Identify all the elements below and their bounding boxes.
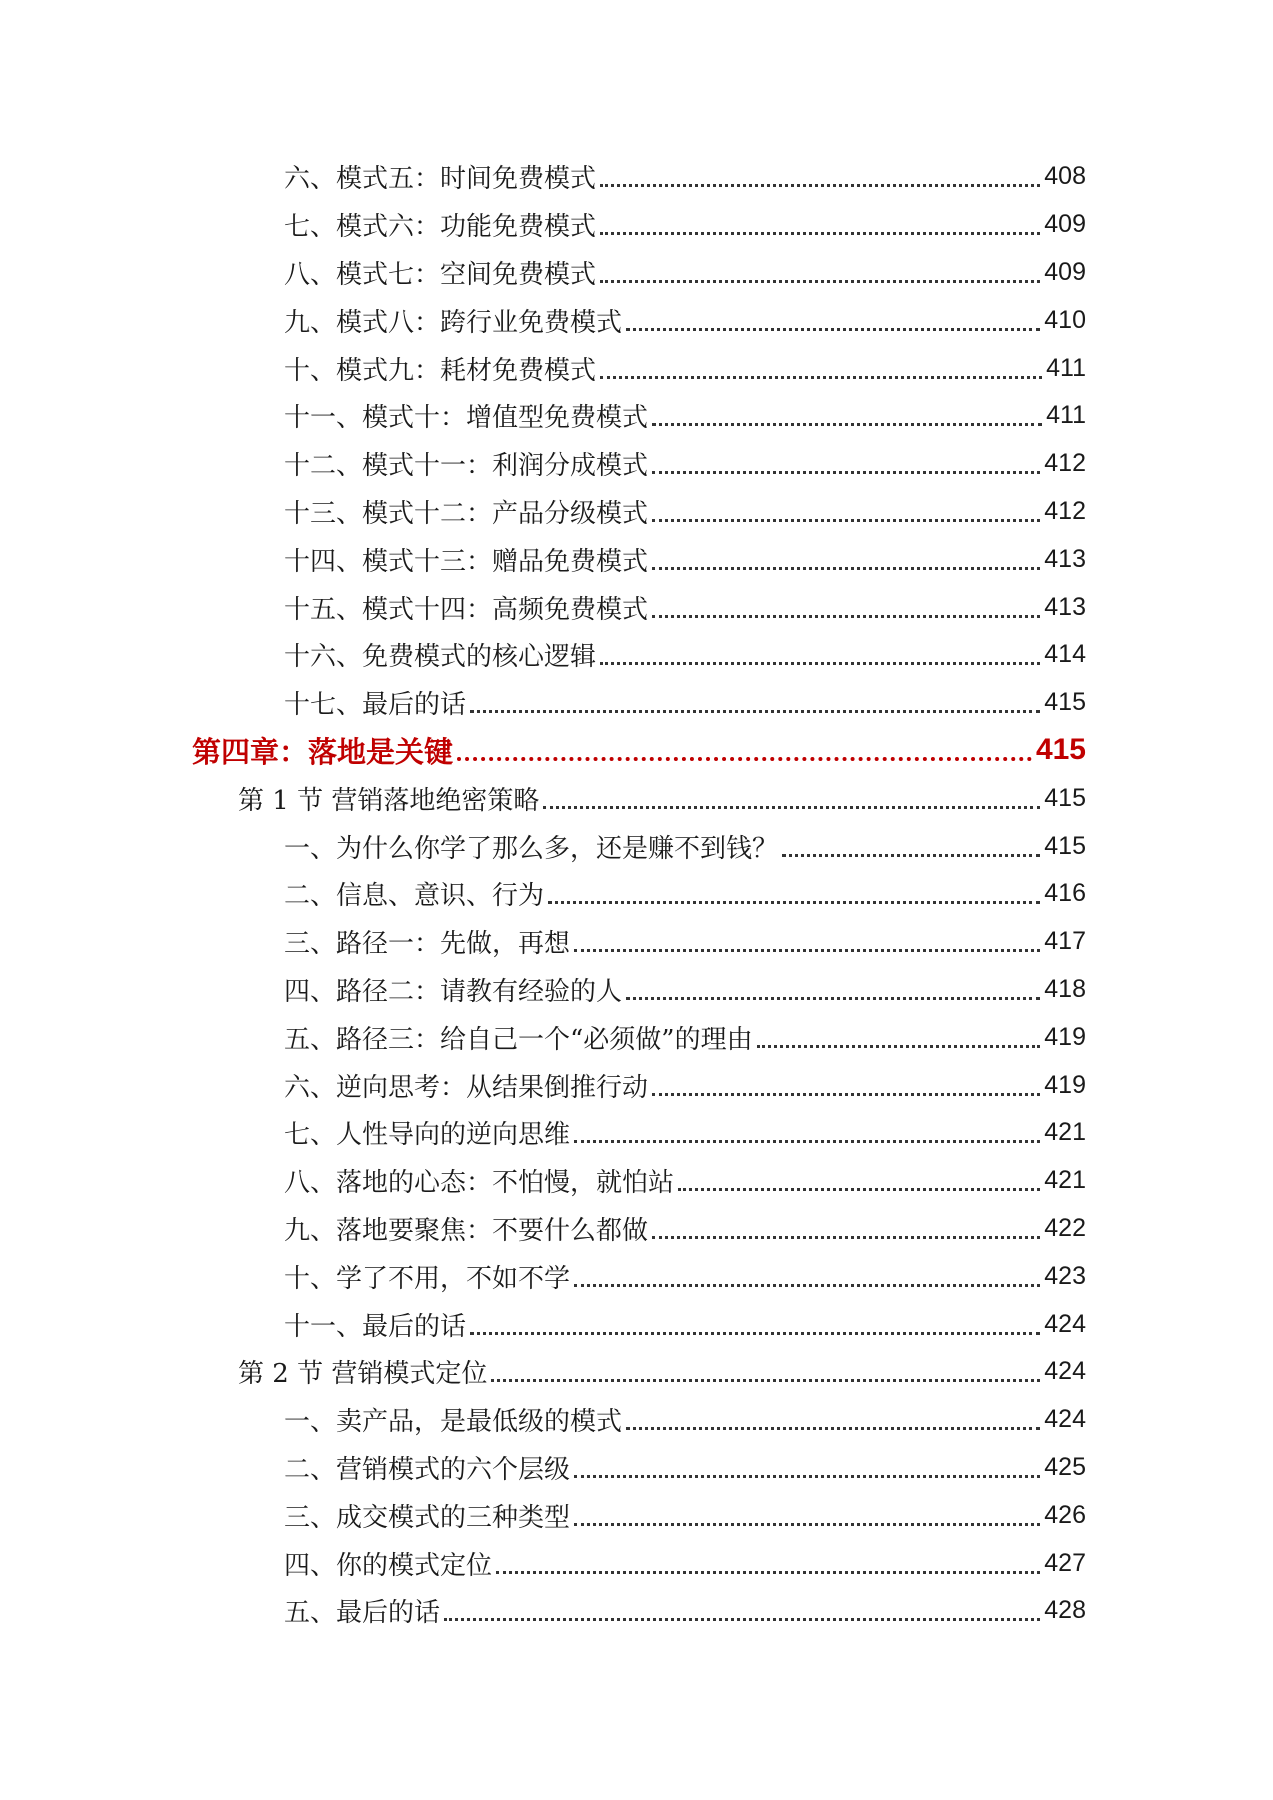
toc-item-row[interactable] — [0, 488, 1273, 536]
dot-leader — [470, 1332, 1040, 1335]
toc-entry-title: 第四章：落地是关键 — [192, 734, 454, 769]
toc-page-number: 410 — [1044, 305, 1086, 334]
toc-page-number: 425 — [1044, 1452, 1086, 1481]
toc-entry-title: 十一、最后的话 — [284, 1311, 467, 1342]
toc-page-number: 423 — [1044, 1261, 1086, 1290]
toc-item-row[interactable] — [0, 1491, 1273, 1539]
toc-item-row[interactable] — [0, 344, 1273, 392]
toc-entry-title: 三、成交模式的三种类型 — [284, 1502, 571, 1533]
toc-page-number: 412 — [1044, 496, 1086, 525]
toc-entry-title: 十一、模式十：增值型免费模式 — [284, 403, 649, 434]
toc-page-number: 424 — [1044, 1357, 1086, 1386]
dot-leader — [626, 328, 1040, 331]
toc-page-number: 409 — [1044, 257, 1086, 286]
toc-entry-title: 四、你的模式定位 — [284, 1550, 493, 1581]
dot-leader — [457, 757, 1032, 761]
dot-leader — [600, 280, 1040, 283]
dot-leader — [600, 184, 1040, 187]
toc-page-number: 426 — [1044, 1500, 1086, 1529]
toc-item-row[interactable] — [0, 201, 1273, 249]
toc-item-row[interactable] — [0, 153, 1273, 201]
dot-leader — [652, 1236, 1040, 1239]
toc-page-number: 422 — [1044, 1213, 1086, 1242]
toc-page-number: 411 — [1046, 401, 1086, 430]
toc-entry-title: 第 1 节 营销落地绝密策略 — [238, 785, 540, 816]
dot-leader — [574, 1284, 1040, 1287]
toc-entry-title: 五、路径三：给自己一个“必须做”的理由 — [284, 1024, 753, 1055]
toc-item-row[interactable] — [0, 918, 1273, 966]
toc-entry-title: 十四、模式十三：赠品免费模式 — [284, 546, 649, 577]
toc-page-number: 428 — [1044, 1596, 1086, 1625]
toc-page-number: 413 — [1044, 544, 1086, 573]
toc-page-number: 424 — [1044, 1309, 1086, 1338]
toc-entry-title: 六、逆向思考：从结果倒推行动 — [284, 1072, 649, 1103]
toc-entry-title: 一、为什么你学了那么多，还是赚不到钱？ — [284, 833, 779, 864]
toc-item-row[interactable] — [0, 1205, 1273, 1253]
toc-item-row[interactable] — [0, 440, 1273, 488]
toc-item-row[interactable] — [0, 631, 1273, 679]
dot-leader — [470, 710, 1040, 713]
toc-entry-title: 八、模式七：空间免费模式 — [284, 259, 597, 290]
toc-entry-title: 六、模式五：时间免费模式 — [284, 164, 597, 195]
toc-entry-title: 七、模式六：功能免费模式 — [284, 212, 597, 243]
toc-item-row[interactable] — [0, 392, 1273, 440]
dot-leader — [626, 997, 1040, 1000]
toc-entry-title: 七、人性导向的逆向思维 — [284, 1120, 571, 1151]
dot-leader — [652, 615, 1040, 618]
toc-page-number: 415 — [1044, 783, 1086, 812]
toc-page-number: 417 — [1044, 927, 1086, 956]
toc-page-number: 408 — [1044, 162, 1086, 191]
toc-item-row[interactable] — [0, 1013, 1273, 1061]
toc-page-number: 412 — [1044, 449, 1086, 478]
toc-page-number: 427 — [1044, 1548, 1086, 1577]
toc-entry-title: 十、学了不用，不如不学 — [284, 1263, 571, 1294]
toc-entry-title: 十五、模式十四：高频免费模式 — [284, 594, 649, 625]
toc-section-row[interactable] — [0, 774, 1273, 822]
toc-page-number: 416 — [1044, 879, 1086, 908]
dot-leader — [652, 519, 1040, 522]
toc-item-row[interactable] — [0, 1061, 1273, 1109]
dot-leader — [600, 376, 1042, 379]
dot-leader — [652, 471, 1040, 474]
dot-leader — [574, 1523, 1040, 1526]
toc-item-row[interactable] — [0, 1396, 1273, 1444]
toc-page-number: 413 — [1044, 592, 1086, 621]
dot-leader — [600, 232, 1040, 235]
toc-page-number: 414 — [1044, 640, 1086, 669]
toc-page-number: 418 — [1044, 974, 1086, 1003]
toc-item-row[interactable] — [0, 1252, 1273, 1300]
toc-item-row[interactable] — [0, 822, 1273, 870]
toc-item-row[interactable] — [0, 583, 1273, 631]
toc-entry-title: 十七、最后的话 — [284, 690, 467, 721]
dot-leader — [574, 949, 1040, 952]
toc-entry-title: 三、路径一：先做，再想 — [284, 929, 571, 960]
toc-page-number: 415 — [1044, 688, 1086, 717]
toc-page-number: 415 — [1035, 733, 1086, 767]
toc-entry-title: 第 2 节 营销模式定位 — [238, 1359, 488, 1390]
toc-item-row[interactable] — [0, 966, 1273, 1014]
dot-leader — [496, 1571, 1040, 1574]
toc-item-row[interactable] — [0, 249, 1273, 297]
toc-page-number: 421 — [1044, 1166, 1086, 1195]
toc-entry-title: 二、营销模式的六个层级 — [284, 1454, 571, 1485]
toc-page-number: 411 — [1046, 353, 1086, 382]
toc-page-number: 419 — [1044, 1070, 1086, 1099]
toc-section-row[interactable] — [0, 1348, 1273, 1396]
dot-leader — [548, 901, 1040, 904]
toc-item-row[interactable] — [0, 1539, 1273, 1587]
toc-item-row[interactable] — [0, 535, 1273, 583]
dot-leader — [574, 1475, 1040, 1478]
dot-leader — [782, 854, 1040, 857]
dot-leader — [652, 567, 1040, 570]
toc-item-row[interactable] — [0, 870, 1273, 918]
toc-entry-title: 九、模式八：跨行业免费模式 — [284, 307, 623, 338]
dot-leader — [444, 1618, 1040, 1621]
table-of-contents — [0, 153, 1273, 1635]
dot-leader — [543, 806, 1040, 809]
toc-item-row[interactable] — [0, 296, 1273, 344]
toc-entry-title: 四、路径二：请教有经验的人 — [284, 976, 623, 1007]
dot-leader — [574, 1140, 1040, 1143]
toc-entry-title: 二、信息、意识、行为 — [284, 881, 545, 912]
toc-chapter-row[interactable] — [0, 727, 1273, 775]
toc-item-row[interactable] — [0, 679, 1273, 727]
toc-page-number: 424 — [1044, 1405, 1086, 1434]
dot-leader — [652, 1093, 1040, 1096]
dot-leader — [626, 1427, 1040, 1430]
dot-leader — [491, 1379, 1040, 1382]
toc-page-number: 409 — [1044, 210, 1086, 239]
toc-item-row[interactable] — [0, 1444, 1273, 1492]
toc-entry-title: 五、最后的话 — [284, 1598, 441, 1629]
toc-item-row[interactable] — [0, 1109, 1273, 1157]
toc-entry-title: 一、卖产品，是最低级的模式 — [284, 1407, 623, 1438]
toc-entry-title: 十六、免费模式的核心逻辑 — [284, 642, 597, 673]
dot-leader — [757, 1045, 1041, 1048]
toc-page-number: 419 — [1044, 1022, 1086, 1051]
toc-page-number: 415 — [1044, 831, 1086, 860]
dot-leader — [652, 423, 1042, 426]
toc-entry-title: 十、模式九：耗材免费模式 — [284, 355, 597, 386]
toc-entry-title: 十三、模式十二：产品分级模式 — [284, 498, 649, 529]
toc-item-row[interactable] — [0, 1587, 1273, 1635]
dot-leader — [678, 1188, 1040, 1191]
dot-leader — [600, 662, 1040, 665]
toc-item-row[interactable] — [0, 1157, 1273, 1205]
toc-item-row[interactable] — [0, 1300, 1273, 1348]
toc-page-number: 421 — [1044, 1118, 1086, 1147]
toc-entry-title: 十二、模式十一：利润分成模式 — [284, 451, 649, 482]
toc-entry-title: 八、落地的心态：不怕慢，就怕站 — [284, 1168, 675, 1199]
toc-entry-title: 九、落地要聚焦：不要什么都做 — [284, 1215, 649, 1246]
